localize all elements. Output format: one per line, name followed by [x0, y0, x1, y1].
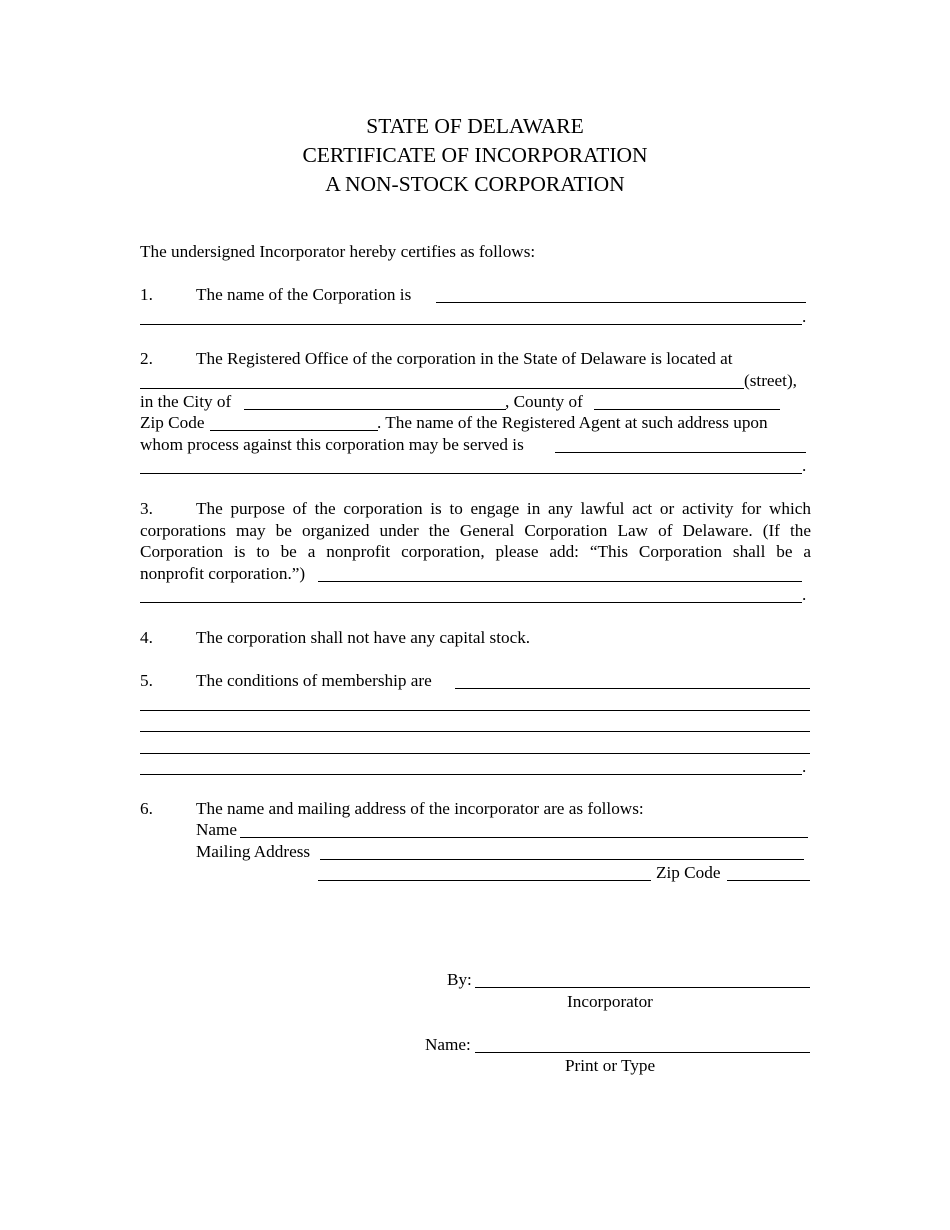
registered-agent-field[interactable]	[555, 452, 806, 453]
intro-text: The undersigned Incorporator hereby certifies as follows:	[140, 242, 536, 261]
title-state: STATE OF DELAWARE	[366, 114, 584, 138]
incorporator-zip-label: Zip Code	[656, 863, 721, 882]
mailing-address-field-line2[interactable]	[318, 880, 651, 881]
corporation-name-field-line2[interactable]	[140, 324, 802, 325]
process-text: whom process against this corporation may be served is	[140, 435, 524, 454]
section3-line2: corporations may be organized under the General Corporation Law of Delaware. (If the	[140, 521, 811, 540]
section6-number: 6.	[140, 799, 153, 818]
incorporator-name-label: Name	[196, 820, 238, 839]
city-label: in the City of	[140, 392, 232, 411]
section4-text: The corporation shall not have any capital stock.	[196, 628, 531, 647]
street-label: (street),	[744, 371, 797, 390]
membership-field-line2[interactable]	[140, 710, 810, 711]
registered-street-field[interactable]	[140, 388, 744, 389]
incorporator-name-field[interactable]	[240, 837, 808, 838]
section2-period: .	[802, 456, 807, 475]
corporation-name-field[interactable]	[436, 302, 806, 303]
section5-number: 5.	[140, 671, 153, 690]
membership-field-line3[interactable]	[140, 731, 810, 732]
signature-field[interactable]	[475, 987, 810, 988]
title-corporation-type: A NON-STOCK CORPORATION	[325, 172, 625, 196]
purpose-field-line2[interactable]	[140, 602, 802, 603]
section6-label: The name and mailing address of the incorporator are as follows:	[196, 799, 644, 818]
by-label: By:	[447, 970, 472, 989]
city-field[interactable]	[244, 409, 506, 410]
section1-number: 1.	[140, 285, 153, 304]
county-label: , County of	[505, 392, 583, 411]
zip-field[interactable]	[210, 430, 378, 431]
registered-agent-text: . The name of the Registered Agent at such address upon	[377, 413, 768, 432]
section3-line1: The purpose of the corporation is to engage in any lawful act or activity for which	[196, 499, 811, 518]
incorporator-zip-field[interactable]	[727, 880, 810, 881]
section2-label: The Registered Office of the corporation in the State of Delaware is located at	[196, 349, 733, 368]
county-field[interactable]	[594, 409, 780, 410]
mailing-address-label: Mailing Address	[196, 842, 311, 861]
zip-label: Zip Code	[140, 413, 205, 432]
mailing-address-field[interactable]	[320, 859, 804, 860]
section3-period: .	[802, 585, 807, 604]
section3-number: 3.	[140, 499, 153, 518]
registered-agent-field-line2[interactable]	[140, 473, 802, 474]
print-name-field[interactable]	[475, 1052, 810, 1053]
section4-number: 4.	[140, 628, 153, 647]
incorporator-caption: Incorporator	[567, 992, 653, 1011]
section5-label: The conditions of membership are	[196, 671, 432, 690]
section2-number: 2.	[140, 349, 153, 368]
purpose-field[interactable]	[318, 581, 802, 582]
section1-label: The name of the Corporation is	[196, 285, 412, 304]
print-name-label: Name:	[425, 1035, 471, 1054]
section5-period: .	[802, 757, 807, 776]
membership-field[interactable]	[455, 688, 810, 689]
section3-line3: Corporation is to be a nonprofit corporation, please add: “This Corporation shall be a	[140, 542, 811, 561]
section1-period: .	[802, 307, 807, 326]
print-or-type-caption: Print or Type	[565, 1056, 656, 1075]
title-certificate: CERTIFICATE OF INCORPORATION	[302, 143, 648, 167]
membership-field-line4[interactable]	[140, 753, 810, 754]
membership-field-line5[interactable]	[140, 774, 802, 775]
section3-line4: nonprofit corporation.”)	[140, 564, 306, 583]
